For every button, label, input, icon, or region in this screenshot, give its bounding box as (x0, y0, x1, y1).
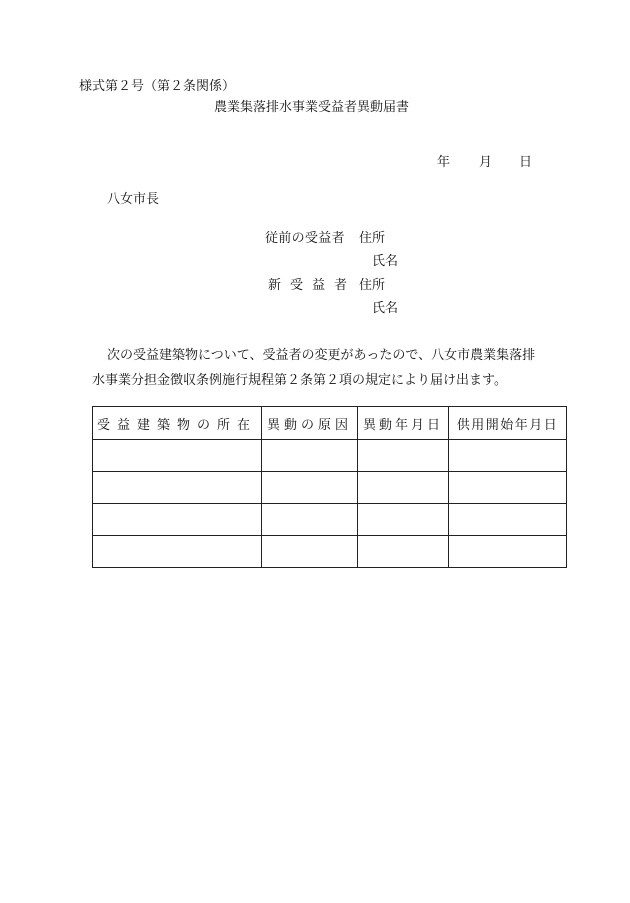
table-cell[interactable] (93, 536, 262, 568)
table-cell[interactable] (358, 472, 449, 504)
table-cell[interactable] (449, 440, 567, 472)
header-change-cause: 異動の原因 (262, 407, 358, 440)
table-cell[interactable] (93, 504, 262, 536)
date-year-label: 年 (437, 155, 451, 170)
body-text-line-1: 次の受益建築物について、受益者の変更があったので、八女市農業集落排 (107, 348, 536, 363)
new-beneficiary-label-char: 新 (268, 278, 282, 293)
table-cell[interactable] (358, 440, 449, 472)
addressee: 八女市長 (107, 192, 160, 207)
previous-beneficiary-name-label: 氏名 (372, 254, 399, 269)
table-cell[interactable] (262, 504, 358, 536)
table-cell[interactable] (358, 504, 449, 536)
header-change-date: 異動年月日 (358, 407, 449, 440)
table-cell[interactable] (93, 472, 262, 504)
table-row (93, 472, 567, 504)
table-row (93, 504, 567, 536)
table-cell[interactable] (262, 536, 358, 568)
previous-beneficiary-address-label: 住所 (359, 231, 386, 246)
new-beneficiary-label-char: 者 (334, 278, 348, 293)
new-beneficiary-label-char: 受 (290, 278, 304, 293)
table-header-row (93, 407, 567, 440)
table-cell[interactable] (358, 536, 449, 568)
new-beneficiary-address-label: 住所 (359, 278, 386, 293)
date-day-label: 日 (519, 155, 533, 170)
change-table (92, 406, 567, 568)
new-beneficiary-label (268, 279, 347, 292)
previous-beneficiary-label: 従前の受益者 (265, 231, 345, 246)
table-cell[interactable] (449, 472, 567, 504)
header-building-location: 受益建築物の所在 (93, 407, 262, 440)
header-service-start-date: 供用開始年月日 (449, 407, 567, 440)
body-text-line-2: 水事業分担金徴収条例施行規程第２条第２項の規定により届け出ます。 (92, 373, 507, 388)
date-month-label: 月 (479, 155, 493, 170)
table-cell[interactable] (262, 440, 358, 472)
document-title: 農業集落排水事業受益者異動届書 (214, 100, 410, 115)
table-cell[interactable] (93, 440, 262, 472)
new-beneficiary-name-label: 氏名 (372, 301, 399, 316)
table-cell[interactable] (262, 472, 358, 504)
table-cell[interactable] (449, 504, 567, 536)
table-row (93, 536, 567, 568)
new-beneficiary-label-char: 益 (312, 278, 326, 293)
table-row (93, 440, 567, 472)
form-number: 様式第２号（第２条関係） (79, 79, 236, 94)
table-cell[interactable] (449, 536, 567, 568)
